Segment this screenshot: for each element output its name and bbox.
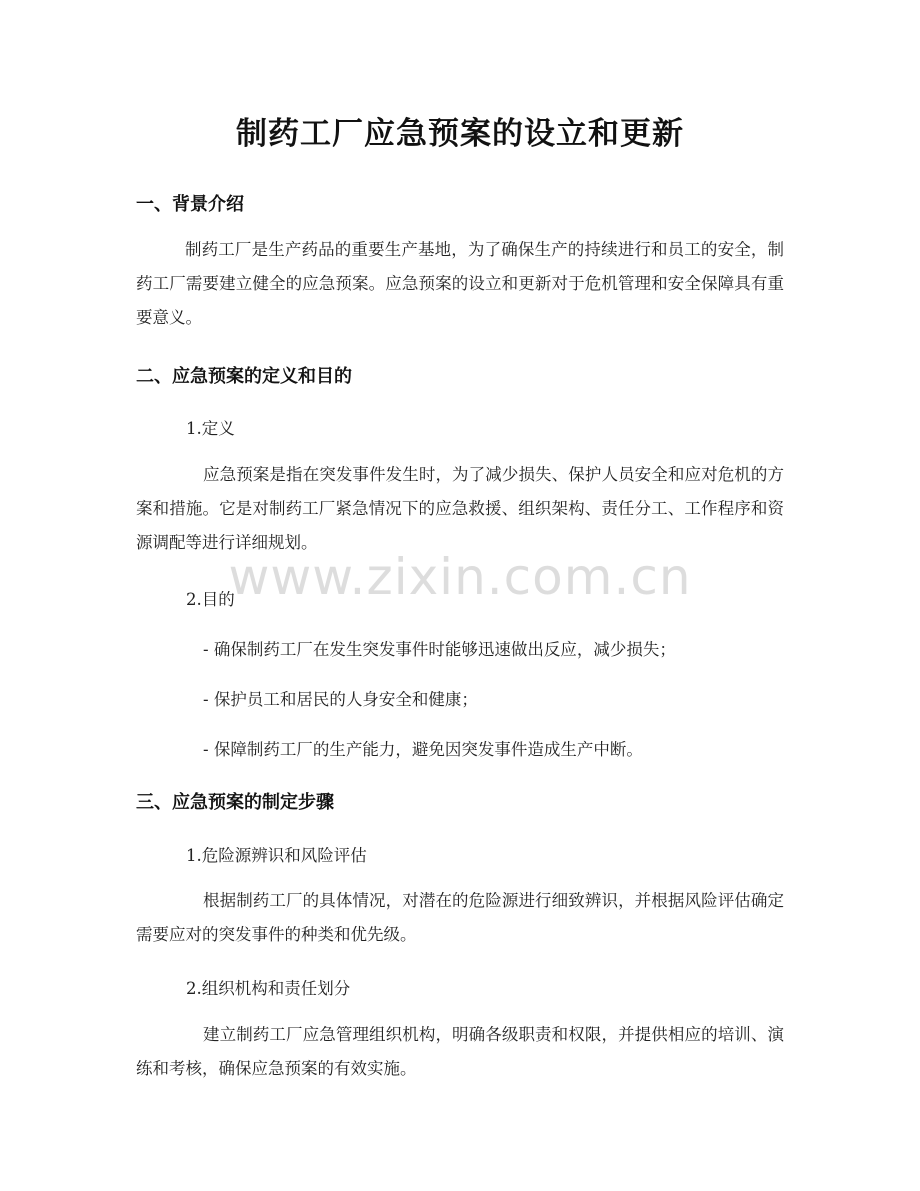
subheading-purpose: 2.目的 [186, 590, 235, 609]
subheading-risk-assessment: 1.危险源辨识和风险评估 [186, 846, 367, 865]
paragraph-definition: 应急预案是指在突发事件发生时，为了减少损失、保护人员安全和应对危机的方案和措施。它是对制药工厂紧急情况下的应急救援、组织架构、责任分工、工作程序和资源调配等进行详细规划。 [136, 465, 784, 552]
paragraph-organization: 建立制药工厂应急管理组织机构，明确各级职责和权限，并提供相应的培训、演练和考核，确保应急预案的有效实施。 [136, 1025, 784, 1078]
section-heading-definition-purpose: 二、应急预案的定义和目的 [136, 366, 352, 387]
paragraph-background: 制药工厂是生产药品的重要生产基地，为了确保生产的持续进行和员工的安全，制药工厂需要建立健全的应急预案。应急预案的设立和更新对于危机管理和安全保障具有重要意义。 [136, 240, 784, 327]
section-heading-steps: 三、应急预案的制定步骤 [136, 792, 334, 813]
list-item: - 保护员工和居民的人身安全和健康； [203, 690, 478, 709]
paragraph-risk-assessment: 根据制药工厂的具体情况，对潜在的危险源进行细致辨识，并根据风险评估确定需要应对的突发事件的种类和优先级。 [136, 891, 784, 944]
document-title: 制药工厂应急预案的设立和更新 [236, 116, 684, 152]
section-heading-background: 一、背景介绍 [136, 194, 244, 215]
list-item: - 确保制药工厂在发生突发事件时能够迅速做出反应，减少损失； [203, 640, 676, 659]
subheading-organization: 2.组织机构和责任划分 [186, 979, 351, 998]
subheading-definition: 1.定义 [186, 419, 235, 438]
list-item: - 保障制药工厂的生产能力，避免因突发事件造成生产中断。 [203, 740, 643, 759]
watermark: www.zixin.com.cn [228, 548, 692, 606]
